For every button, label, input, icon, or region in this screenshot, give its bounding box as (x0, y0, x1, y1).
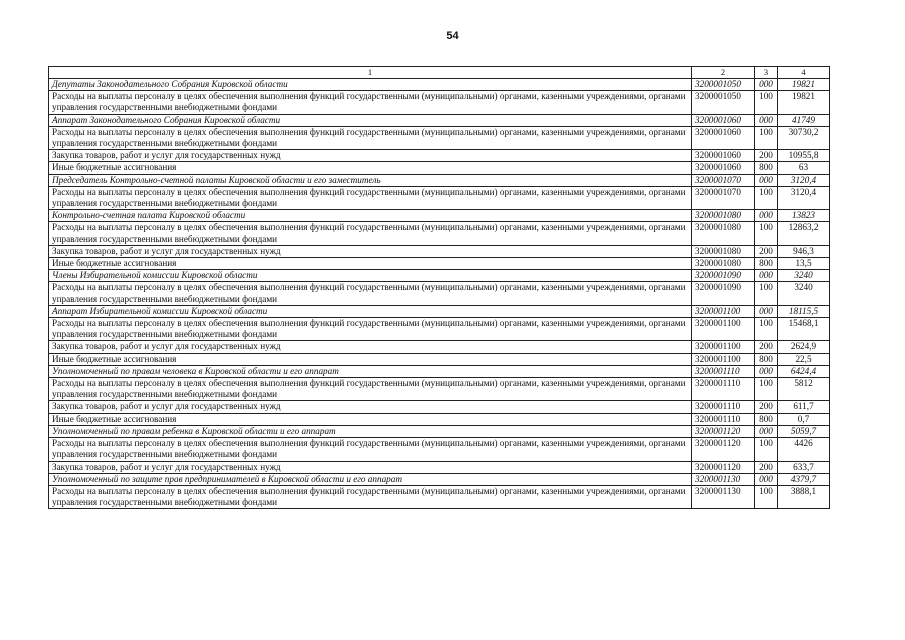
row-name: Расходы на выплаты персоналу в целях обеспечения выполнения функций государственными (муниципальными) органами, казенными учреждениями, органами управления государственными внебюджетными фондами (49, 126, 692, 149)
column-header-3: 3 (755, 67, 778, 79)
row-amount: 15468,1 (778, 318, 830, 341)
section-row (49, 79, 830, 91)
table-header-row (49, 67, 830, 79)
row-amount: 0,7 (778, 413, 830, 425)
row-name: Контрольно-счетная палата Кировской области (49, 210, 692, 222)
row-name: Иные бюджетные ассигнования (49, 258, 692, 270)
row-name: Расходы на выплаты персоналу в целях обеспечения выполнения функций государственными (муниципальными) органами, казенными учреждениями, органами управления государственными внебюджетными фондами (49, 318, 692, 341)
row-amount: 30730,2 (778, 126, 830, 149)
column-header-4: 4 (778, 67, 830, 79)
row-name: Расходы на выплаты персоналу в целях обеспечения выполнения функций государственными (муниципальными) органами, казенными учреждениями, органами управления государственными внебюджетными фондами (49, 485, 692, 508)
section-row (49, 473, 830, 485)
row-amount: 3120,4 (778, 186, 830, 209)
row-code: 3200001120 (692, 461, 755, 473)
row-amount: 63 (778, 162, 830, 174)
row-code: 3200001060 (692, 114, 755, 126)
row-name: Расходы на выплаты персоналу в целях обеспечения выполнения функций государственными (муниципальными) органами, казенными учреждениями, органами управления государственными внебюджетными фондами (49, 222, 692, 245)
row-amount: 4426 (778, 438, 830, 461)
row-amount: 5059,7 (778, 425, 830, 437)
row-amount: 10955,8 (778, 150, 830, 162)
row-expense-type: 800 (755, 413, 778, 425)
table-row (49, 126, 830, 149)
row-expense-type: 000 (755, 270, 778, 282)
row-code: 3200001110 (692, 378, 755, 401)
row-name: Закупка товаров, работ и услуг для государственных нужд (49, 401, 692, 413)
section-row (49, 114, 830, 126)
row-expense-type: 200 (755, 245, 778, 257)
budget-table (48, 66, 830, 509)
row-expense-type: 100 (755, 91, 778, 114)
section-row (49, 270, 830, 282)
row-name: Закупка товаров, работ и услуг для государственных нужд (49, 461, 692, 473)
row-expense-type: 800 (755, 162, 778, 174)
row-name: Иные бюджетные ассигнования (49, 162, 692, 174)
row-amount: 633,7 (778, 461, 830, 473)
row-amount: 18115,5 (778, 305, 830, 317)
row-expense-type: 100 (755, 438, 778, 461)
table-row (49, 353, 830, 365)
table-row (49, 282, 830, 305)
row-name: Расходы на выплаты персоналу в целях обеспечения выполнения функций государственными (муниципальными) органами, казенными учреждениями, органами управления государственными внебюджетными фондами (49, 282, 692, 305)
row-name: Закупка товаров, работ и услуг для государственных нужд (49, 341, 692, 353)
table-row (49, 438, 830, 461)
row-code: 3200001100 (692, 353, 755, 365)
row-expense-type: 100 (755, 186, 778, 209)
row-code: 3200001070 (692, 174, 755, 186)
row-code: 3200001110 (692, 401, 755, 413)
row-expense-type: 000 (755, 365, 778, 377)
row-expense-type: 200 (755, 401, 778, 413)
row-code: 3200001120 (692, 438, 755, 461)
row-expense-type: 000 (755, 425, 778, 437)
column-header-1: 1 (49, 67, 692, 79)
row-code: 3200001060 (692, 150, 755, 162)
table-row (49, 413, 830, 425)
row-name: Аппарат Избирательной комиссии Кировской области (49, 305, 692, 317)
row-code: 3200001090 (692, 282, 755, 305)
section-row (49, 365, 830, 377)
table-row (49, 378, 830, 401)
row-name: Закупка товаров, работ и услуг для государственных нужд (49, 150, 692, 162)
row-amount: 3888,1 (778, 485, 830, 508)
row-name: Иные бюджетные ассигнования (49, 353, 692, 365)
row-expense-type: 100 (755, 222, 778, 245)
row-code: 3200001130 (692, 485, 755, 508)
row-expense-type: 100 (755, 126, 778, 149)
row-amount: 4379,7 (778, 473, 830, 485)
row-name: Аппарат Законодательного Собрания Кировской области (49, 114, 692, 126)
row-amount: 19821 (778, 79, 830, 91)
row-code: 3200001100 (692, 341, 755, 353)
row-code: 3200001050 (692, 79, 755, 91)
row-name: Расходы на выплаты персоналу в целях обеспечения выполнения функций государственными (муниципальными) органами, казенными учреждениями, органами управления государственными внебюджетными фондами (49, 378, 692, 401)
table-row (49, 318, 830, 341)
row-expense-type: 000 (755, 79, 778, 91)
row-code: 3200001060 (692, 162, 755, 174)
page-number: 54 (446, 30, 459, 42)
row-amount: 946,3 (778, 245, 830, 257)
row-name: Уполномоченный по правам человека в Кировской области и его аппарат (49, 365, 692, 377)
table-row (49, 222, 830, 245)
table-row (49, 341, 830, 353)
row-name: Закупка товаров, работ и услуг для государственных нужд (49, 245, 692, 257)
row-code: 3200001130 (692, 473, 755, 485)
row-expense-type: 000 (755, 473, 778, 485)
row-amount: 2624,9 (778, 341, 830, 353)
row-amount: 19821 (778, 91, 830, 114)
row-expense-type: 100 (755, 378, 778, 401)
row-amount: 611,7 (778, 401, 830, 413)
table-row (49, 186, 830, 209)
row-code: 3200001100 (692, 305, 755, 317)
row-amount: 3240 (778, 270, 830, 282)
row-code: 3200001080 (692, 245, 755, 257)
row-amount: 13,5 (778, 258, 830, 270)
row-code: 3200001100 (692, 318, 755, 341)
row-expense-type: 100 (755, 318, 778, 341)
row-amount: 6424,4 (778, 365, 830, 377)
row-code: 3200001050 (692, 91, 755, 114)
row-amount: 41749 (778, 114, 830, 126)
row-expense-type: 000 (755, 210, 778, 222)
row-code: 3200001060 (692, 126, 755, 149)
row-expense-type: 000 (755, 114, 778, 126)
table-row (49, 401, 830, 413)
row-code: 3200001070 (692, 186, 755, 209)
row-name: Члены Избирательной комиссии Кировской области (49, 270, 692, 282)
table-row (49, 258, 830, 270)
row-amount: 22,5 (778, 353, 830, 365)
table-row (49, 150, 830, 162)
row-expense-type: 800 (755, 353, 778, 365)
row-name: Иные бюджетные ассигнования (49, 413, 692, 425)
row-expense-type: 100 (755, 282, 778, 305)
row-expense-type: 100 (755, 485, 778, 508)
row-code: 3200001090 (692, 270, 755, 282)
table-row (49, 245, 830, 257)
row-expense-type: 200 (755, 150, 778, 162)
section-row (49, 425, 830, 437)
row-name: Уполномоченный по защите прав предпринимателей в Кировской области и его аппарат (49, 473, 692, 485)
row-name: Расходы на выплаты персоналу в целях обеспечения выполнения функций государственными (муниципальными) органами, казенными учреждениями, органами управления государственными внебюджетными фондами (49, 438, 692, 461)
table-row (49, 461, 830, 473)
row-amount: 5812 (778, 378, 830, 401)
table-row (49, 91, 830, 114)
row-name: Расходы на выплаты персоналу в целях обеспечения выполнения функций государственными (муниципальными) органами, казенными учреждениями, органами управления государственными внебюджетными фондами (49, 186, 692, 209)
column-header-2: 2 (692, 67, 755, 79)
section-row (49, 305, 830, 317)
section-row (49, 210, 830, 222)
table-row (49, 485, 830, 508)
row-amount: 3240 (778, 282, 830, 305)
section-row (49, 174, 830, 186)
row-amount: 13823 (778, 210, 830, 222)
row-code: 3200001110 (692, 413, 755, 425)
row-amount: 3120,4 (778, 174, 830, 186)
row-name: Председатель Контрольно-счетной палаты Кировской области и его заместитель (49, 174, 692, 186)
row-name: Депутаты Законодательного Собрания Кировской области (49, 79, 692, 91)
row-code: 3200001080 (692, 258, 755, 270)
row-expense-type: 800 (755, 258, 778, 270)
row-code: 3200001080 (692, 210, 755, 222)
row-code: 3200001120 (692, 425, 755, 437)
row-code: 3200001080 (692, 222, 755, 245)
row-expense-type: 200 (755, 341, 778, 353)
row-name: Уполномоченный по правам ребенка в Кировской области и его аппарат (49, 425, 692, 437)
row-name: Расходы на выплаты персоналу в целях обеспечения выполнения функций государственными (муниципальными) органами, казенными учреждениями, органами управления государственными внебюджетными фондами (49, 91, 692, 114)
table-row (49, 162, 830, 174)
row-amount: 12863,2 (778, 222, 830, 245)
row-expense-type: 000 (755, 174, 778, 186)
row-expense-type: 200 (755, 461, 778, 473)
row-code: 3200001110 (692, 365, 755, 377)
row-expense-type: 000 (755, 305, 778, 317)
